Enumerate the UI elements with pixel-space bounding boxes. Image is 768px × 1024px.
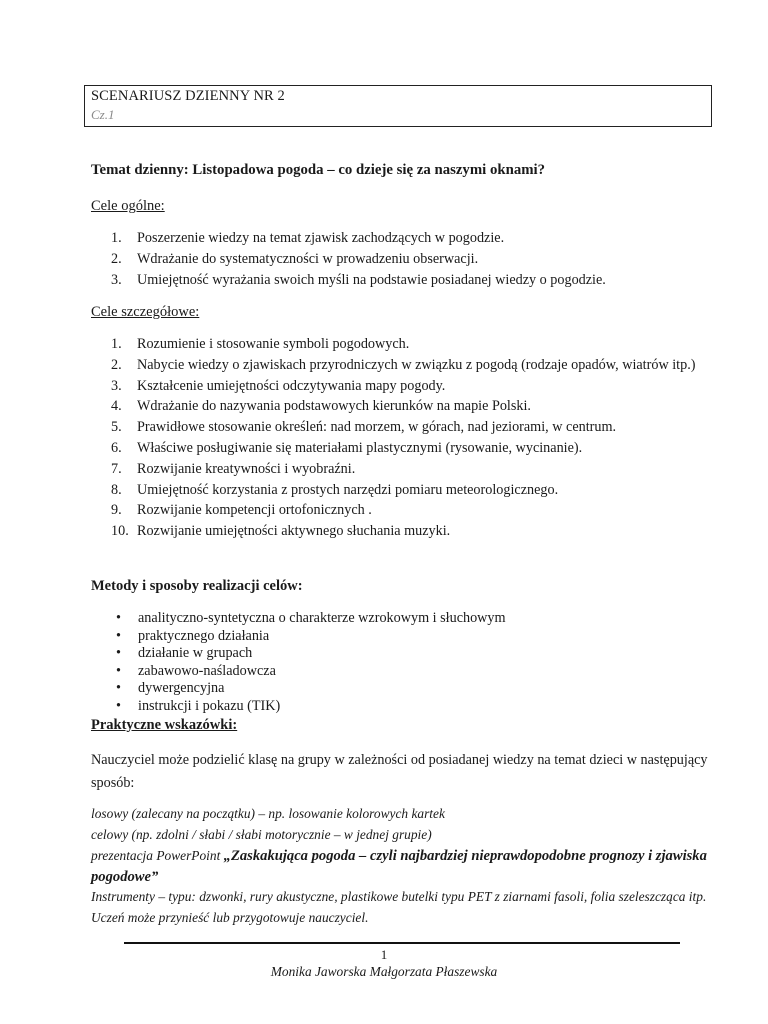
presentation-note: prezentacja PowerPoint „Zaskakująca pogoda – czyli najbardziej nieprawdopodobne prognozy i zjawiska pogodowe”: [91, 848, 707, 885]
bullet-icon: •: [116, 645, 121, 662]
grouping-random: losowy (zalecany na początku) – np. losowanie kolorowych kartek: [91, 806, 445, 821]
list-item: 1. Rozumienie i stosowanie symboli pogodowych.: [111, 336, 410, 352]
bullet-icon: •: [116, 662, 121, 679]
list-item: 5. Prawidłowe stosowanie określeń: nad morzem, w górach, nad jeziorami, w centrum.: [111, 419, 617, 436]
list-item: 7. Rozwijanie kreatywności i wyobraźni.: [111, 460, 356, 477]
instruments-note: Instrumenty – typu: dzwonki, rury akustyczne, plastikowe butelki typu PET z ziarnami fasoli, folia szeleszcząca itp. Uczeń może przynieść lub przygotowuje nauczyciel.: [91, 889, 707, 925]
scenario-part: Cz.1: [91, 107, 115, 122]
list-item: 2. Wdrażanie do systematyczności w prowadzeniu obserwacji.: [111, 250, 479, 267]
list-item: 3. Kształcenie umiejętności odczytywania mapy pogody.: [111, 377, 446, 394]
list-item: 1. Poszerzenie wiedzy na temat zjawisk zachodzących w pogodzie.: [111, 230, 505, 246]
specific-goals-list: [91, 334, 711, 542]
list-item: • działanie w grupach: [116, 645, 253, 662]
presentation-title: „Zaskakująca pogoda – czyli najbardziej nieprawdopodobne prognozy i zjawiska pogodowe”: [91, 848, 707, 885]
list-item: 3. Umiejętność wyrażania swoich myśli na podstawie posiadanej wiedzy o pogodzie.: [111, 271, 606, 288]
page-number: 1: [380, 947, 388, 962]
bullet-icon: •: [116, 680, 121, 697]
document-header-box: [84, 85, 712, 127]
list-item: 8. Umiejętność korzystania z prostych narzędzi pomiaru meteorologicznego.: [111, 481, 559, 498]
list-item: • zabawowo-naśladowcza: [116, 662, 276, 679]
bullet-icon: •: [116, 610, 121, 626]
general-goals-heading: Cele ogólne:: [91, 198, 165, 214]
specific-goals-heading: Cele szczegółowe:: [91, 304, 200, 320]
list-item: • instrukcji i pokazu (TIK): [116, 697, 281, 714]
methods-list: [91, 610, 506, 716]
general-goals-list: [91, 228, 711, 290]
bullet-icon: •: [116, 627, 121, 644]
list-item: • dywergencyjna: [116, 680, 225, 697]
footer-rule: [124, 942, 680, 944]
grouping-targeted: celowy (np. zdolni / słabi / słabi motorycznie – w jednej grupie): [91, 827, 432, 842]
list-item: 9. Rozwijanie kompetencji ortofonicznych .: [111, 502, 372, 519]
practical-tips-heading: Praktyczne wskazówki:: [91, 717, 238, 733]
methods-heading: Metody i sposoby realizacji celów:: [91, 578, 303, 594]
list-item: 4. Wdrażanie do nazywania podstawowych kierunków na mapie Polski.: [111, 398, 531, 415]
grouping-intro: Nauczyciel może podzielić klasę na grupy w zależności od posiadanej wiedzy na temat dzieci w następujący sposób:: [91, 752, 708, 791]
list-item: 6. Właściwe posługiwanie się materiałami plastycznymi (rysowanie, wycinanie).: [111, 439, 583, 456]
list-item: 2. Nabycie wiedzy o zjawiskach przyrodniczych w związku z pogodą (rodzaje opadów, wiatrów itp.): [111, 356, 696, 373]
list-item: • praktycznego działania: [116, 627, 270, 644]
scenario-title: SCENARIUSZ DZIENNY NR 2: [91, 88, 285, 104]
list-item: • analityczno-syntetyczna o charakterze wzrokowym i słuchowym: [116, 610, 506, 626]
bullet-icon: •: [116, 697, 121, 714]
footer-authors: Monika Jaworska Małgorzata Płaszewska: [270, 964, 498, 979]
daily-topic: Temat dzienny: Listopadowa pogoda – co dzieje się za naszymi oknami?: [91, 162, 546, 178]
list-item: 10. Rozwijanie umiejętności aktywnego słuchania muzyki.: [111, 523, 451, 540]
